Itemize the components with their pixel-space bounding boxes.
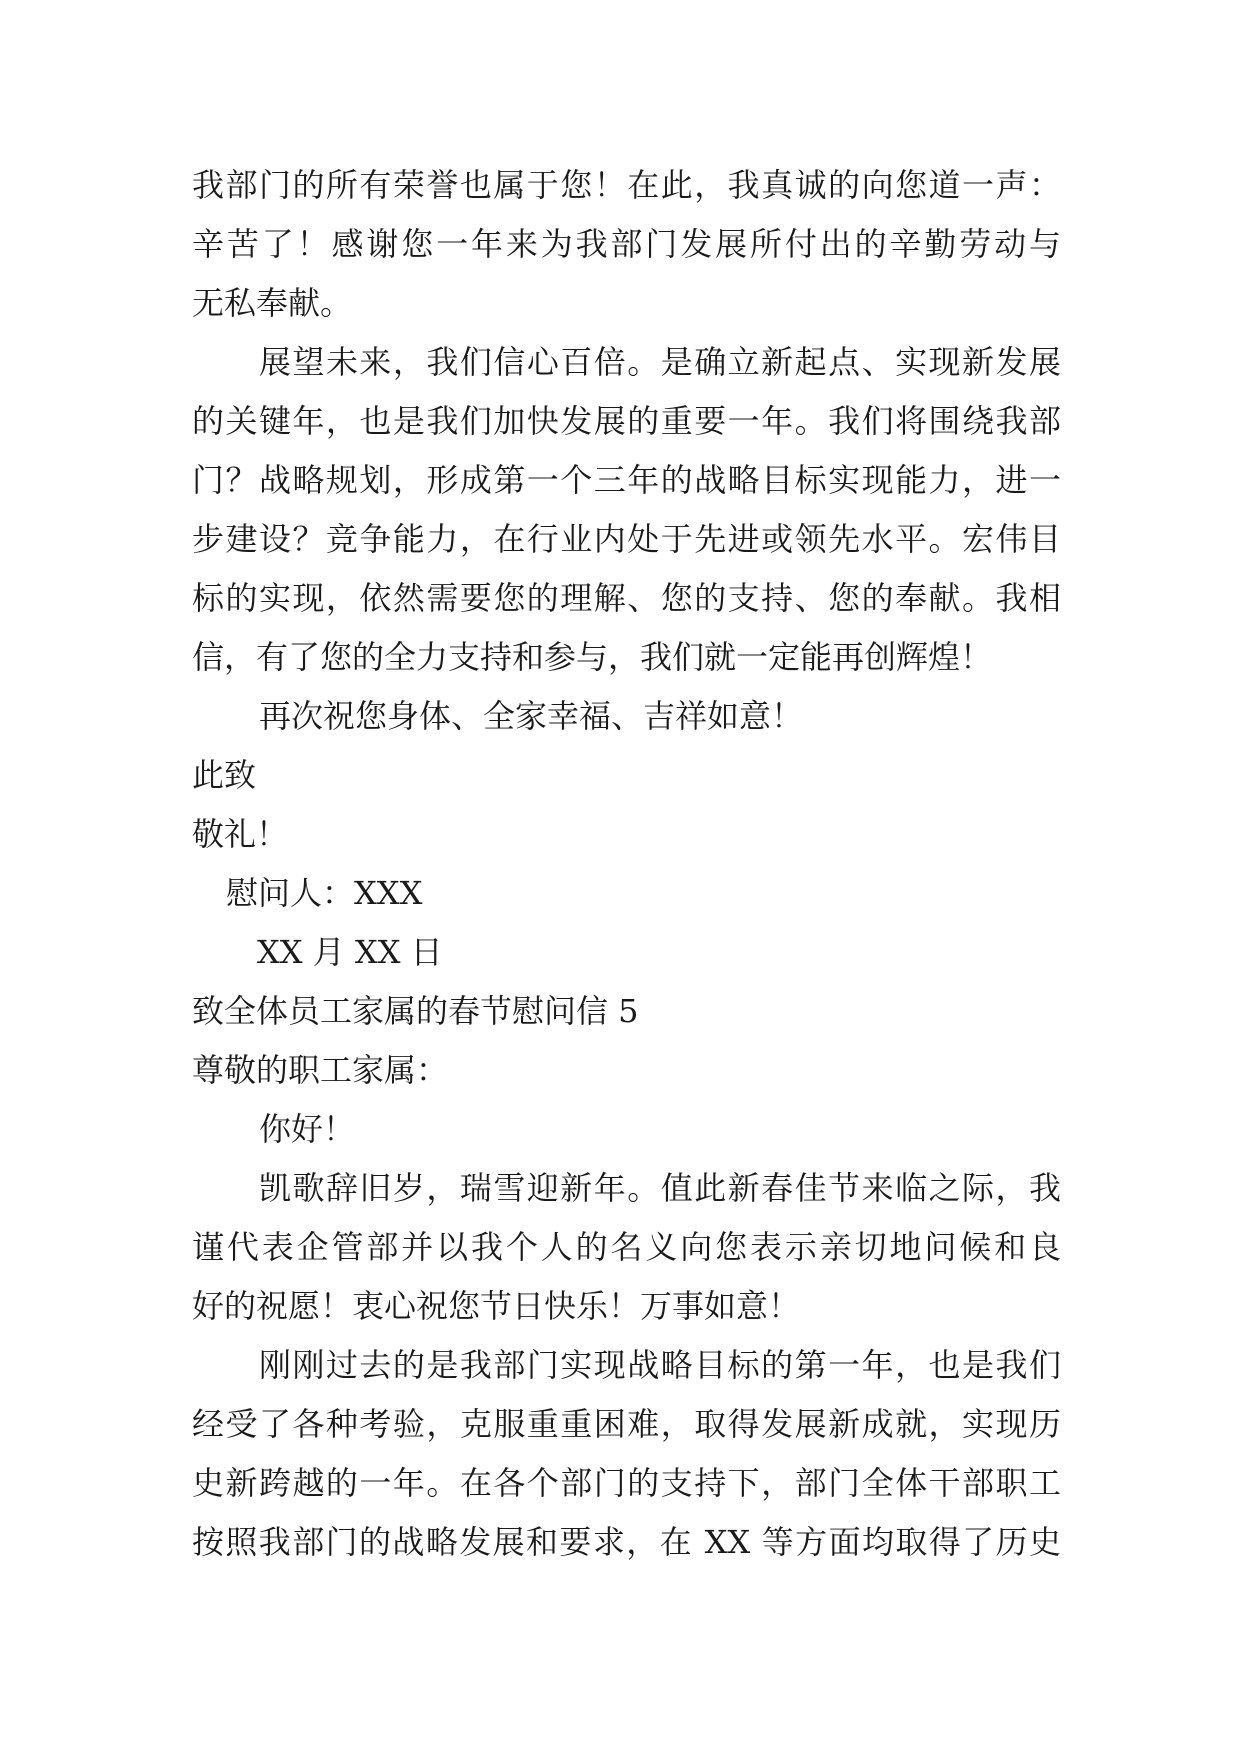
outlook-paragraph — [192, 333, 1061, 687]
letter-title: 致全体员工家属的春节慰问信 5 — [192, 992, 639, 1030]
text-line: 无私奉献。 — [192, 284, 353, 322]
closing-salutation-1: 此致 — [192, 756, 257, 794]
thanks-paragraph — [192, 156, 1061, 333]
date-line: XX 月 XX 日 — [257, 933, 443, 971]
new-year-wishes-paragraph — [192, 1159, 1061, 1336]
text-line: 信，有了您的全力支持和参与，我们就一定能再创辉煌！ — [192, 638, 993, 676]
review-paragraph — [192, 1336, 1061, 1572]
text-line: 门？战略规划，形成第一个三年的战略目标实现能力，进一 — [192, 461, 1061, 499]
text-line: 步建设？竞争能力，在行业内处于先进或领先水平。宏伟目 — [192, 520, 1061, 558]
document-body — [192, 156, 1061, 1572]
text-line: 我部门的所有荣誉也属于您！在此，我真诚的向您道一声： — [192, 166, 1061, 204]
previous-letter — [192, 156, 1061, 982]
text-line: 凯歌辞旧岁，瑞雪迎新年。值此新春佳节来临之际，我 — [259, 1169, 1061, 1207]
closing-salutation-2: 敬礼！ — [192, 815, 289, 853]
text-line: 史新跨越的一年。在各个部门的支持下，部门全体干部职工 — [192, 1464, 1061, 1502]
text-line: 标的实现，依然需要您的理解、您的支持、您的奉献。我相 — [192, 579, 1061, 617]
text-line: 展望未来，我们信心百倍。是确立新起点、实现新发展 — [259, 343, 1061, 381]
text-line: 好的祝愿！衷心祝您节日快乐！万事如意！ — [192, 1287, 801, 1325]
text-line: 经受了各种考验，克服重重困难，取得发展新成就，实现历 — [192, 1405, 1061, 1443]
text-line: 的关键年，也是我们加快发展的重要一年。我们将围绕我部 — [192, 402, 1061, 440]
text-line: 刚刚过去的是我部门实现战略目标的第一年，也是我们 — [259, 1346, 1061, 1384]
text-line: 按照我部门的战略发展和要求，在 XX 等方面均取得了历史 — [192, 1523, 1061, 1561]
letter-5 — [192, 982, 1061, 1572]
text-line: 谨代表企管部并以我个人的名义向您表示亲切地问候和良 — [192, 1228, 1061, 1266]
signer-line: 慰问人：XXX — [226, 874, 423, 912]
text-line: 辛苦了！感谢您一年来为我部门发展所付出的辛勤劳动与 — [192, 225, 1061, 263]
letter-greeting: 你好！ — [259, 1110, 356, 1148]
letter-salutation: 尊敬的职工家属： — [192, 1051, 449, 1089]
wishes-paragraph: 再次祝您身体、全家幸福、吉祥如意！ — [259, 697, 804, 735]
